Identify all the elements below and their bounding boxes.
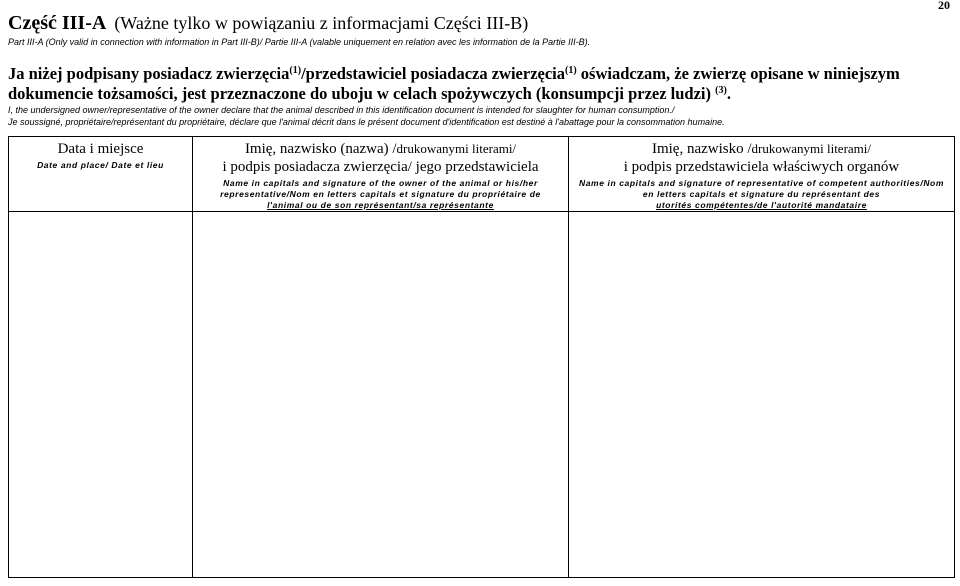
header-owner-sub-b: l'animal ou de son représentant/sa représentante: [267, 200, 494, 210]
declaration-text-part1: Ja niżej podpisany posiadacz zwierzęcia: [8, 64, 290, 83]
header-date-place-sub: Date and place/ Date et lieu: [37, 160, 164, 170]
declaration-text-end: .: [726, 84, 731, 103]
signature-table-entry-row: [9, 212, 955, 578]
section-title: Część III-A: [8, 12, 107, 34]
header-authority-signature: [569, 137, 955, 212]
declaration-english: I, the undersigned owner/representative of the owner declare that the animal described in this identification document is intended for slaughter for human consumption./: [8, 105, 675, 115]
owner-signature-cell[interactable]: [193, 212, 569, 578]
declaration-text-part2: /przedstawiciel posiadacza zwierzęcia: [301, 64, 565, 83]
header-date-place-title: Data i miejsce: [57, 141, 144, 157]
section-header: [8, 12, 938, 48]
header-authority-title-a: Imię, nazwisko /: [651, 141, 752, 157]
header-owner-title-b: drukowanymi literami/: [396, 141, 517, 156]
section-title-note: (Ważne tylko w powiązaniu z informacjami Części III-B): [114, 13, 529, 33]
declaration-polish: [8, 64, 943, 104]
section-subtitle: Part III-A (Only valid in connection with information in Part III-B)/ Partie III-A (valable uniquement en relation avec les information de la Partie III-B).: [8, 37, 591, 47]
declaration-text-part3: oświadczam, że zwierzę opisane w niniejszym dokumencie tożsamości, jest przeznaczone do uboju w celach spożywczych (konsumpcji przez ludzi): [8, 64, 900, 103]
header-authority-sub-a: Name in capitals and signature of representative of competent authorities/Nom en letters capitals et signature du représentant des: [578, 178, 945, 199]
page-number: 20: [938, 0, 950, 12]
footnote-ref-3: (3): [715, 85, 727, 96]
header-owner-title-a: Imię, nazwisko (nazwa) /: [244, 141, 397, 157]
header-authority-sub-b: utorités compétentes/de l'autorité mandataire: [656, 200, 867, 210]
header-owner-title: [193, 137, 568, 176]
section-title-line: [8, 12, 938, 34]
declaration-french: Je soussigné, propriétaire/représentant du propriétaire, déclare que l'animal décrit dans le présent document d'identification est destiné à l'abattage pour la consommation humaine.: [8, 117, 725, 127]
header-owner-sub-a: Name in capitals and signature of the owner of the animal or his/her representative/Nom en letters capitals et signature du propriétaire de: [220, 178, 541, 199]
footnote-ref-1b: (1): [565, 65, 577, 76]
authority-signature-cell[interactable]: [569, 212, 955, 578]
footnote-ref-1: (1): [289, 65, 302, 76]
header-owner-signature: [193, 137, 569, 212]
header-owner-title-c: i podpis posiadacza zwierzęcia/ jego przedstawiciela: [222, 159, 539, 175]
header-authority-title: [569, 137, 954, 176]
header-date-place: [9, 137, 193, 212]
signature-table-header-row: [9, 137, 955, 212]
signature-table: [8, 136, 955, 578]
header-authority-title-b: drukowanymi literami/: [751, 141, 872, 156]
date-place-cell[interactable]: [9, 212, 193, 578]
header-authority-title-c: i podpis przedstawiciela właściwych organów: [623, 159, 900, 175]
